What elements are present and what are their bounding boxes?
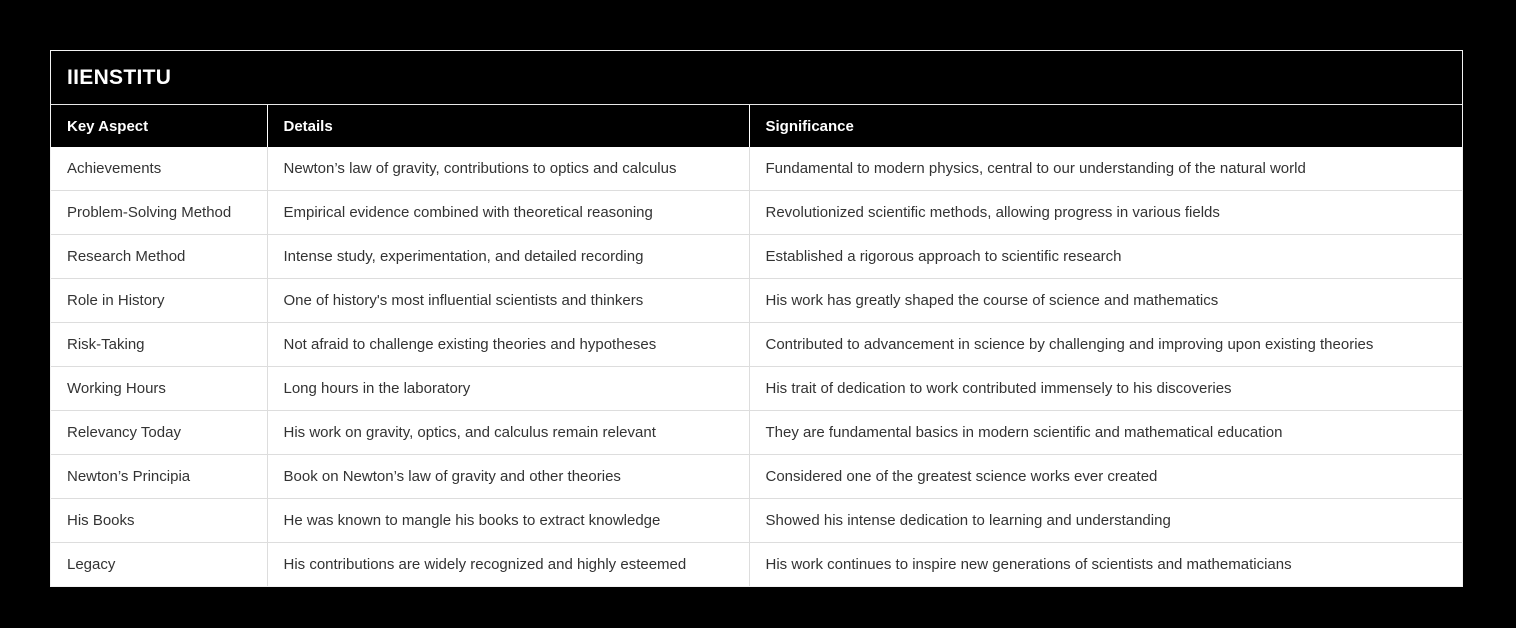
cell-details: Intense study, experimentation, and detailed recording	[267, 235, 749, 279]
cell-details: His work on gravity, optics, and calculus remain relevant	[267, 411, 749, 455]
table-row	[51, 191, 1462, 235]
cell-details: One of history's most influential scientists and thinkers	[267, 279, 749, 323]
table-row	[51, 323, 1462, 367]
cell-significance: Showed his intense dedication to learning and understanding	[749, 499, 1462, 543]
table-row	[51, 235, 1462, 279]
cell-significance: His work continues to inspire new generations of scientists and mathematicians	[749, 543, 1462, 587]
cell-key-aspect: Role in History	[51, 279, 267, 323]
table-row	[51, 499, 1462, 543]
cell-details: His contributions are widely recognized and highly esteemed	[267, 543, 749, 587]
cell-key-aspect: Risk-Taking	[51, 323, 267, 367]
table-body	[51, 147, 1462, 586]
table-row	[51, 543, 1462, 587]
cell-details: Book on Newton’s law of gravity and other theories	[267, 455, 749, 499]
cell-significance: They are fundamental basics in modern scientific and mathematical education	[749, 411, 1462, 455]
cell-significance: Revolutionized scientific methods, allowing progress in various fields	[749, 191, 1462, 235]
cell-details: Empirical evidence combined with theoretical reasoning	[267, 191, 749, 235]
cell-key-aspect: Working Hours	[51, 367, 267, 411]
table-card	[50, 50, 1463, 587]
cell-significance: Considered one of the greatest science works ever created	[749, 455, 1462, 499]
column-header-key-aspect: Key Aspect	[67, 117, 149, 135]
cell-details: He was known to mangle his books to extract knowledge	[267, 499, 749, 543]
cell-significance: His work has greatly shaped the course of science and mathematics	[749, 279, 1462, 323]
cell-key-aspect: Newton’s Principia	[51, 455, 267, 499]
cell-key-aspect: Achievements	[67, 160, 162, 177]
cell-significance: Established a rigorous approach to scientific research	[749, 235, 1462, 279]
cell-details: Long hours in the laboratory	[267, 367, 749, 411]
table-row	[51, 411, 1462, 455]
header-row	[51, 105, 1462, 147]
column-header-significance: Significance	[749, 105, 1462, 147]
cell-key-aspect: Relevancy Today	[51, 411, 267, 455]
column-header-details: Details	[267, 105, 749, 147]
key-aspects-table	[51, 105, 1462, 586]
table-row	[51, 367, 1462, 411]
table-row	[51, 279, 1462, 323]
cell-significance: His trait of dedication to work contributed immensely to his discoveries	[749, 367, 1462, 411]
brand-title: IIENSTITU	[67, 65, 172, 89]
cell-details: Newton’s law of gravity, contributions to optics and calculus	[267, 147, 749, 191]
table-row	[51, 147, 1462, 191]
cell-key-aspect: His Books	[51, 499, 267, 543]
cell-details: Not afraid to challenge existing theories and hypotheses	[267, 323, 749, 367]
cell-significance: Fundamental to modern physics, central to our understanding of the natural world	[749, 147, 1462, 191]
table-row	[51, 455, 1462, 499]
cell-key-aspect: Research Method	[51, 235, 267, 279]
cell-significance: Contributed to advancement in science by challenging and improving upon existing theories	[749, 323, 1462, 367]
cell-key-aspect: Problem-Solving Method	[51, 191, 267, 235]
cell-key-aspect: Legacy	[51, 543, 267, 587]
table-header	[51, 105, 1462, 147]
brand-bar	[51, 51, 1462, 105]
